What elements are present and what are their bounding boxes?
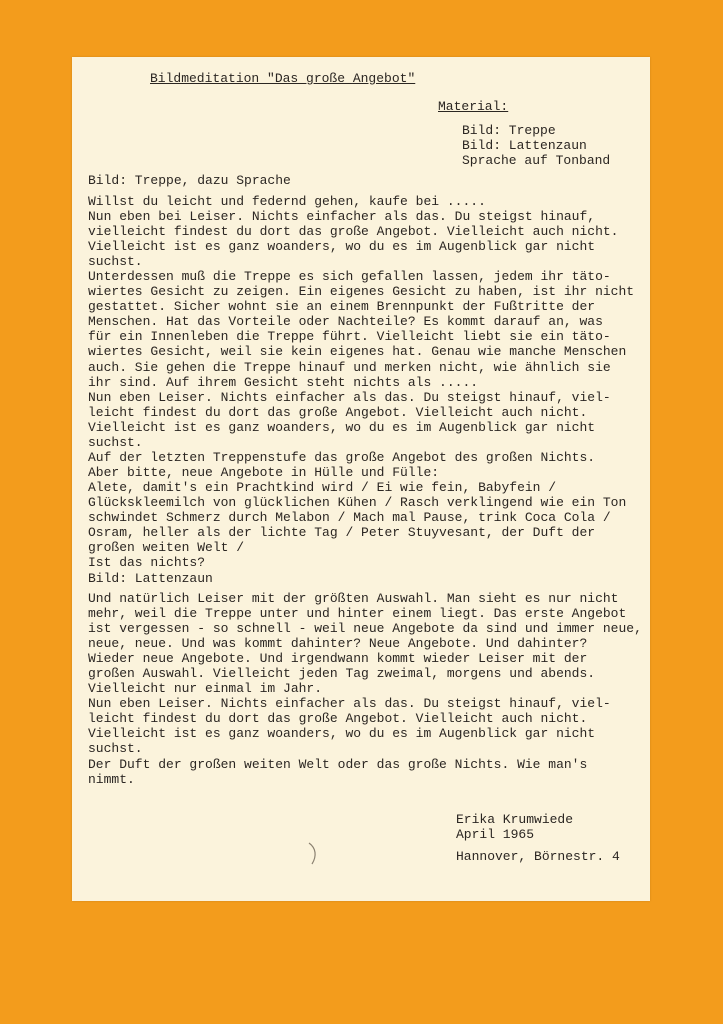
text-line: Nun eben bei Leiser. Nichts einfacher als das. Du steigst hinauf, bbox=[88, 209, 596, 225]
text-line: Nun eben Leiser. Nichts einfacher als das. Du steigst hinauf, viel- bbox=[88, 696, 611, 712]
section-text-treppe bbox=[88, 194, 648, 570]
text-line: Alete, damit's ein Prachtkind wird / Ei wie fein, Babyfein / bbox=[88, 479, 557, 495]
text-line: mehr, weil die Treppe unter und hinter einem liegt. Das erste Angebot bbox=[88, 606, 627, 622]
text-line: Osram, heller als der lichte Tag / Peter Stuyvesant, der Duft der bbox=[88, 525, 596, 541]
text-line: Auf der letzten Treppenstufe das große Angebot des großen Nichts. bbox=[88, 449, 596, 465]
text-line: Willst du leicht und federnd gehen, kaufe bei ..... bbox=[88, 194, 486, 209]
text-line: wiertes Gesicht, weil sie kein eigenes hat. Genau wie manche Menschen bbox=[88, 344, 627, 360]
material-item: Bild: Treppe bbox=[462, 123, 556, 138]
text-line: leicht findest du dort das große Angebot. Vielleicht auch nicht. bbox=[88, 711, 588, 727]
author-name: Erika Krumwiede bbox=[456, 812, 574, 827]
author-address: Hannover, Börnestr. 4 bbox=[456, 849, 620, 864]
text-line: Ist das nichts? bbox=[88, 555, 206, 571]
text-line: Wieder neue Angebote. Und irgendwann kommt wieder Leiser mit der bbox=[88, 651, 588, 667]
text-line: Aber bitte, neue Angebote in Hülle und Fülle: bbox=[88, 464, 440, 480]
pencil-mark bbox=[306, 840, 320, 868]
text-line: Menschen. Hat das Vorteile oder Nachteile? Es kommt darauf an, was bbox=[88, 314, 603, 330]
text-line: Und natürlich Leiser mit der größten Auswahl. Man sieht es nur nicht bbox=[88, 591, 619, 606]
text-line: Der Duft der großen weiten Welt oder das große Nichts. Wie man's bbox=[88, 756, 588, 772]
text-line: wiertes Gesicht zu zeigen. Ein eigenes Gesicht zu haben, ist ihr nicht bbox=[88, 284, 635, 300]
section-heading-lattenzaun: Bild: Lattenzaun bbox=[88, 571, 213, 586]
text-line: Vielleicht ist es ganz woanders, wo du es im Augenblick gar nicht bbox=[88, 419, 596, 435]
text-line: nimmt. bbox=[88, 771, 135, 787]
material-heading: Material: bbox=[438, 99, 509, 114]
text-line: Vielleicht ist es ganz woanders, wo du es im Augenblick gar nicht bbox=[88, 726, 596, 742]
text-line: schwindet Schmerz durch Melabon / Mach mal Pause, trink Coca Cola / bbox=[88, 509, 611, 525]
text-line: Glückskleemilch von glücklichen Kühen / Rasch verklingend wie ein Ton bbox=[88, 494, 627, 510]
text-line: leicht findest du dort das große Angebot. Vielleicht auch nicht. bbox=[88, 404, 588, 420]
text-line: großen Auswahl. Vielleicht jeden Tag zweimal, morgens und abends. bbox=[88, 666, 596, 682]
material-item: Bild: Lattenzaun bbox=[462, 138, 587, 153]
text-line: Nun eben Leiser. Nichts einfacher als das. Du steigst hinauf, viel- bbox=[88, 389, 611, 405]
text-line: Unterdessen muß die Treppe es sich gefallen lassen, jedem ihr täto- bbox=[88, 269, 611, 285]
text-line: suchst. bbox=[88, 434, 143, 450]
document-title: Bildmeditation "Das große Angebot" bbox=[150, 71, 416, 86]
typewritten-sheet bbox=[72, 57, 650, 901]
text-line: Vielleicht nur einmal im Jahr. bbox=[88, 681, 323, 697]
text-line: suchst. bbox=[88, 741, 143, 757]
text-line: neue, neue. Und was kommt dahinter? Neue Angebote. Und dahinter? bbox=[88, 636, 588, 652]
material-item: Sprache auf Tonband bbox=[462, 153, 611, 168]
text-line: gestattet. Sicher wohnt sie an einem Brennpunkt der Fußtritte der bbox=[88, 299, 596, 315]
text-line: vielleicht findest du dort das große Angebot. Vielleicht auch nicht. bbox=[88, 224, 619, 240]
text-line: ist vergessen - so schnell - weil neue Angebote da sind und immer neue, bbox=[88, 621, 642, 637]
text-line: ihr sind. Auf ihrem Gesicht steht nichts als ..... bbox=[88, 374, 479, 390]
text-line: großen weiten Welt / bbox=[88, 540, 245, 556]
text-line: Vielleicht ist es ganz woanders, wo du es im Augenblick gar nicht bbox=[88, 239, 596, 255]
section-heading-treppe: Bild: Treppe, dazu Sprache bbox=[88, 173, 291, 188]
text-line: auch. Sie gehen die Treppe hinauf und merken nicht, wie ähnlich sie bbox=[88, 359, 611, 375]
document-date: April 1965 bbox=[456, 827, 535, 842]
text-line: suchst. bbox=[88, 254, 143, 270]
section-text-lattenzaun bbox=[88, 591, 648, 787]
text-line: für ein Innenleben die Treppe führt. Vielleicht liebt sie ein täto- bbox=[88, 329, 611, 345]
